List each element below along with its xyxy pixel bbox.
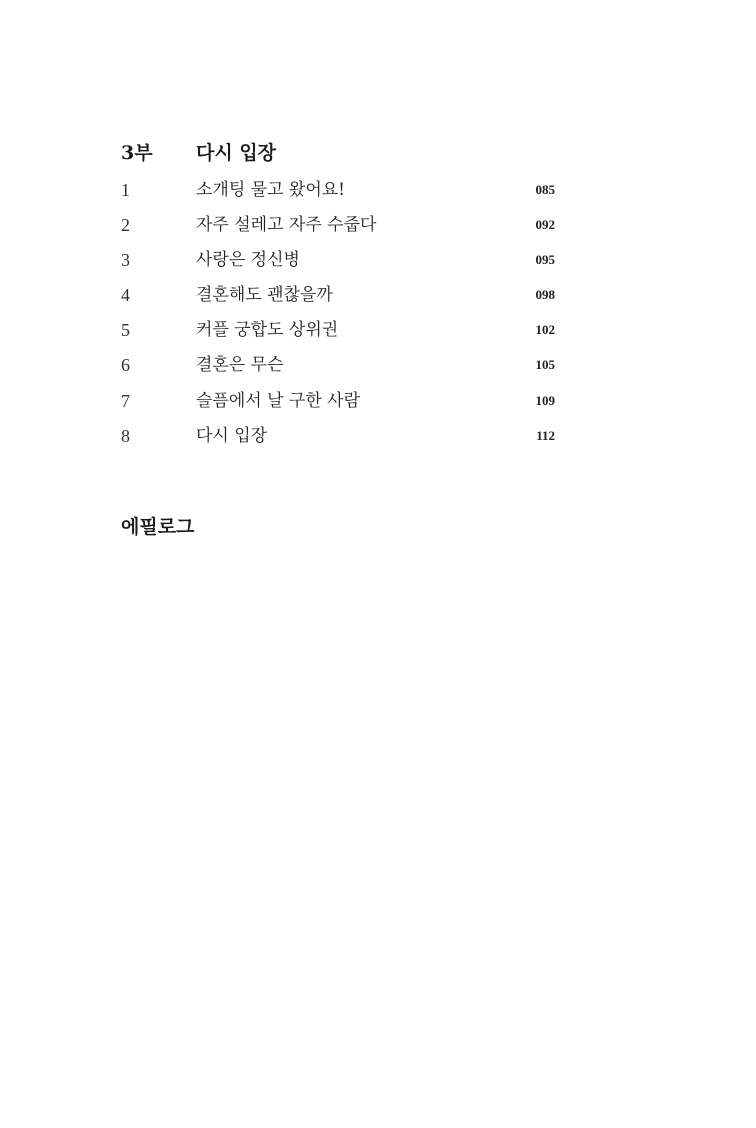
chapter-number: 7 xyxy=(121,390,130,411)
page-number: 109 xyxy=(535,392,555,408)
page-number: 085 xyxy=(535,182,555,197)
chapter-title: 소개팅 물고 왔어요! xyxy=(196,180,346,200)
page-number: 112 xyxy=(536,427,555,443)
part-number: 3부 xyxy=(121,142,153,164)
page-number: 102 xyxy=(535,322,555,338)
chapter-title: 다시 입장 xyxy=(196,425,268,446)
chapter-number: 8 xyxy=(121,425,130,446)
chapter-number: 4 xyxy=(121,285,130,306)
chapter-title: 커플 궁합도 상위권 xyxy=(196,320,339,341)
part-heading xyxy=(121,138,561,168)
toc-entry[interactable] xyxy=(121,244,561,279)
chapter-title: 슬픔에서 날 구한 사람 xyxy=(196,390,361,411)
chapter-number: 6 xyxy=(121,355,130,376)
toc-entry[interactable] xyxy=(121,209,561,244)
chapter-title: 결혼은 무슨 xyxy=(196,355,284,376)
page-number: 105 xyxy=(535,357,555,373)
epilogue-heading[interactable]: 에필로그 xyxy=(121,516,195,538)
toc-entry[interactable] xyxy=(121,420,561,455)
chapter-number: 1 xyxy=(121,180,130,200)
chapter-title: 자주 설레고 자주 수줍다 xyxy=(196,215,377,236)
table-of-contents xyxy=(121,174,561,455)
chapter-title: 사랑은 정신병 xyxy=(196,250,300,271)
page-number: 095 xyxy=(535,252,555,268)
part-title: 다시 입장 xyxy=(196,142,277,164)
chapter-title: 결혼해도 괜찮을까 xyxy=(196,285,333,306)
toc-entry[interactable] xyxy=(121,174,561,209)
toc-entry[interactable] xyxy=(121,279,561,314)
page-number: 092 xyxy=(535,217,555,233)
chapter-number: 5 xyxy=(121,320,130,341)
toc-entry[interactable] xyxy=(121,314,561,349)
toc-entry[interactable] xyxy=(121,349,561,384)
toc-entry[interactable] xyxy=(121,385,561,420)
page-number: 098 xyxy=(535,287,555,303)
chapter-number: 3 xyxy=(121,250,130,271)
chapter-number: 2 xyxy=(121,215,130,236)
